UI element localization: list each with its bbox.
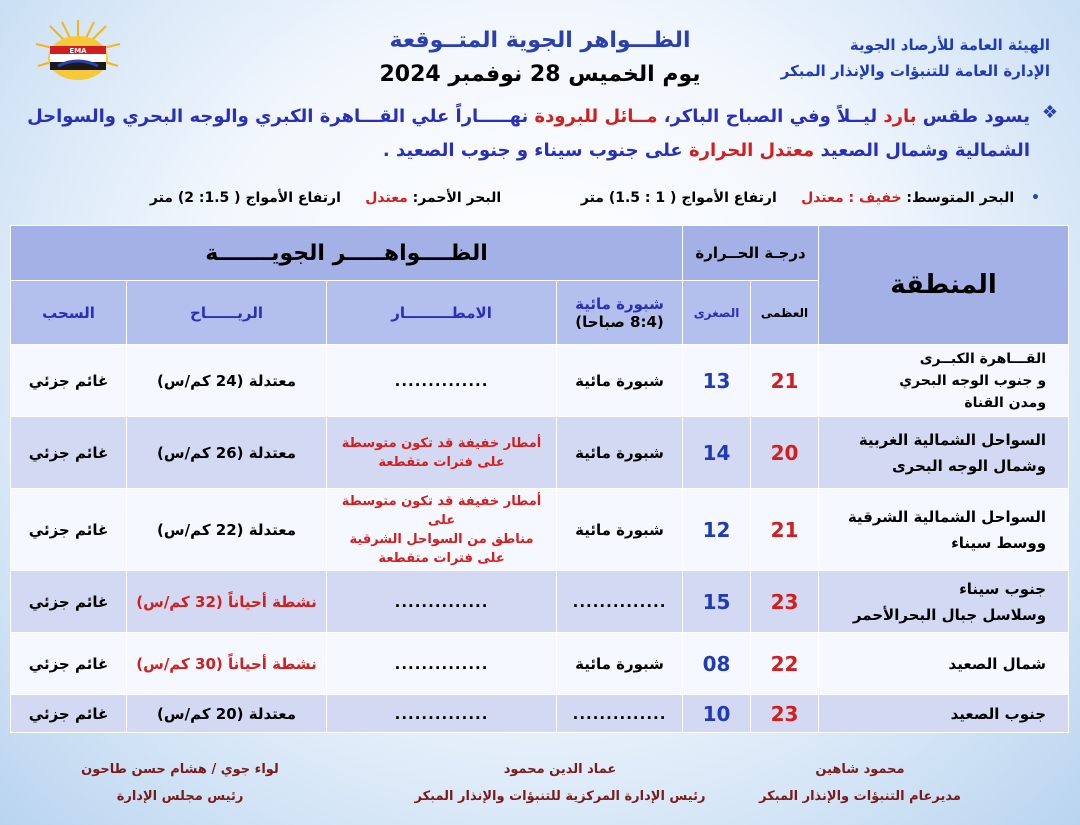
med-sea-state: خفيف : معتدل [801, 190, 902, 206]
max-temp: 21 [751, 345, 819, 417]
region-cell: السواحل الشمالية الغربية وشمال الوجه البحرى [819, 417, 1069, 489]
min-temp-header: الصغرى [683, 281, 751, 345]
min-temp: 14 [683, 417, 751, 489]
clouds-cell: غائم جزئي [11, 345, 127, 417]
rain-cell: أمطار خفيفة قد تكون متوسطة على فترات متقطعة [327, 417, 557, 489]
rain-cell: .............. [327, 345, 557, 417]
rain-header: الامطـــــــــار [327, 281, 557, 345]
rain-cell: .............. [327, 695, 557, 733]
max-temp: 23 [751, 695, 819, 733]
max-temp: 22 [751, 633, 819, 695]
table-row [11, 633, 1069, 695]
wind-cell: معتدلة (24 كم/س) [127, 345, 327, 417]
org-department: الإدارة العامة للتنبؤات والإنذار المبكر [780, 62, 1050, 80]
fog-cell: .............. [557, 695, 683, 733]
min-temp: 10 [683, 695, 751, 733]
wind-header: الريــــــاح [127, 281, 327, 345]
clouds-cell: غائم جزئي [11, 489, 127, 571]
fog-cell: شبورة مائية [557, 417, 683, 489]
wind-cell: معتدلة (26 كم/س) [127, 417, 327, 489]
med-sea-waves: ارتفاع الأمواج ( 1 : 1.5) متر [580, 190, 777, 206]
table-row [11, 417, 1069, 489]
wind-cell: نشطة أحياناً (30 كم/س) [127, 633, 327, 695]
phenomena-header: الظــــواهـــــر الجويـــــــة [11, 226, 683, 281]
min-temp: 08 [683, 633, 751, 695]
table-row [11, 571, 1069, 633]
signature-forecast-director: محمود شاهين مديرعام التنبؤات والإنذار المبكر [759, 762, 961, 804]
red-sea-label: البحر الأحمر: [407, 190, 502, 206]
max-temp-header: العظمى [751, 281, 819, 345]
clouds-cell: غائم جزئي [11, 695, 127, 733]
weather-summary: يسود طقس بارد ليــلاً وفي الصباح الباكر، مــائل للبرودة نهـــــاراً علي القـــاهرة الكبري والوجه البحري والسواحل الشمالية وشمال الصعيد معتدل الحرارة على جنوب سيناء و جنوب الصعيد . [27, 106, 1030, 161]
rain-cell: أمطار خفيفة قد تكون متوسطة على مناطق من السواحل الشرقية على فترات متقطعة [327, 489, 557, 571]
region-cell: السواحل الشمالية الشرقية ووسط سيناء [819, 489, 1069, 571]
signature-central-admin: عماد الدين محمود رئيس الإدارة المركزية للتنبؤات والإنذار المبكر [414, 762, 706, 804]
fog-header: شبورة مائية (8:4 صباحا) [557, 281, 683, 345]
ema-logo [32, 18, 124, 90]
diamond-bullet-icon: ❖ [1041, 102, 1058, 123]
clouds-cell: غائم جزئي [11, 633, 127, 695]
page-title: الظـــواهر الجوية المتــوقعة [389, 28, 691, 53]
min-temp: 12 [683, 489, 751, 571]
rain-cell: .............. [327, 571, 557, 633]
table-row [11, 695, 1069, 733]
clouds-cell: غائم جزئي [11, 417, 127, 489]
logo-text: EMA [69, 47, 87, 55]
max-temp: 20 [751, 417, 819, 489]
organization-block [750, 32, 1050, 84]
signature-board-chairman: لواء جوي / هشام حسن طاحون رئيس مجلس الإدارة [81, 762, 279, 804]
red-sea-waves: ارتفاع الأمواج ( 1.5: 2) متر [149, 190, 341, 206]
wind-cell: نشطة أحياناً (32 كم/س) [127, 571, 327, 633]
temperature-header: درجـة الحــرارة [683, 226, 819, 281]
bullet-dot-icon: • [1031, 190, 1040, 206]
clouds-cell: غائم جزئي [11, 571, 127, 633]
forecast-table [10, 225, 1069, 733]
wind-cell: معتدلة (20 كم/س) [127, 695, 327, 733]
max-temp: 21 [751, 489, 819, 571]
wind-cell: معتدلة (22 كم/س) [127, 489, 327, 571]
region-cell: جنوب سيناء وسلاسل جبال البحرالأحمر [819, 571, 1069, 633]
min-temp: 15 [683, 571, 751, 633]
region-column-header: المنطقة [819, 226, 1069, 345]
region-cell: جنوب الصعيد [819, 695, 1069, 733]
table-row [11, 489, 1069, 571]
fog-cell: شبورة مائية [557, 633, 683, 695]
fog-cell: شبورة مائية [557, 489, 683, 571]
max-temp: 23 [751, 571, 819, 633]
sea-conditions [30, 190, 1040, 206]
fog-cell: .............. [557, 571, 683, 633]
clouds-header: السحب [11, 281, 127, 345]
rain-cell: .............. [327, 633, 557, 695]
forecast-date: يوم الخميس 28 نوفمبر 2024 [379, 62, 701, 87]
region-cell: القـــاهرة الكبــرى و جنوب الوجه البحري ومدن القناة [819, 345, 1069, 417]
org-name: الهيئة العامة للأرصاد الجوية [849, 36, 1050, 54]
red-sea-state: معتدل [365, 190, 408, 206]
med-sea-label: البحر المتوسط: [901, 190, 1015, 206]
min-temp: 13 [683, 345, 751, 417]
table-row [11, 345, 1069, 417]
fog-cell: شبورة مائية [557, 345, 683, 417]
region-cell: شمال الصعيد [819, 633, 1069, 695]
